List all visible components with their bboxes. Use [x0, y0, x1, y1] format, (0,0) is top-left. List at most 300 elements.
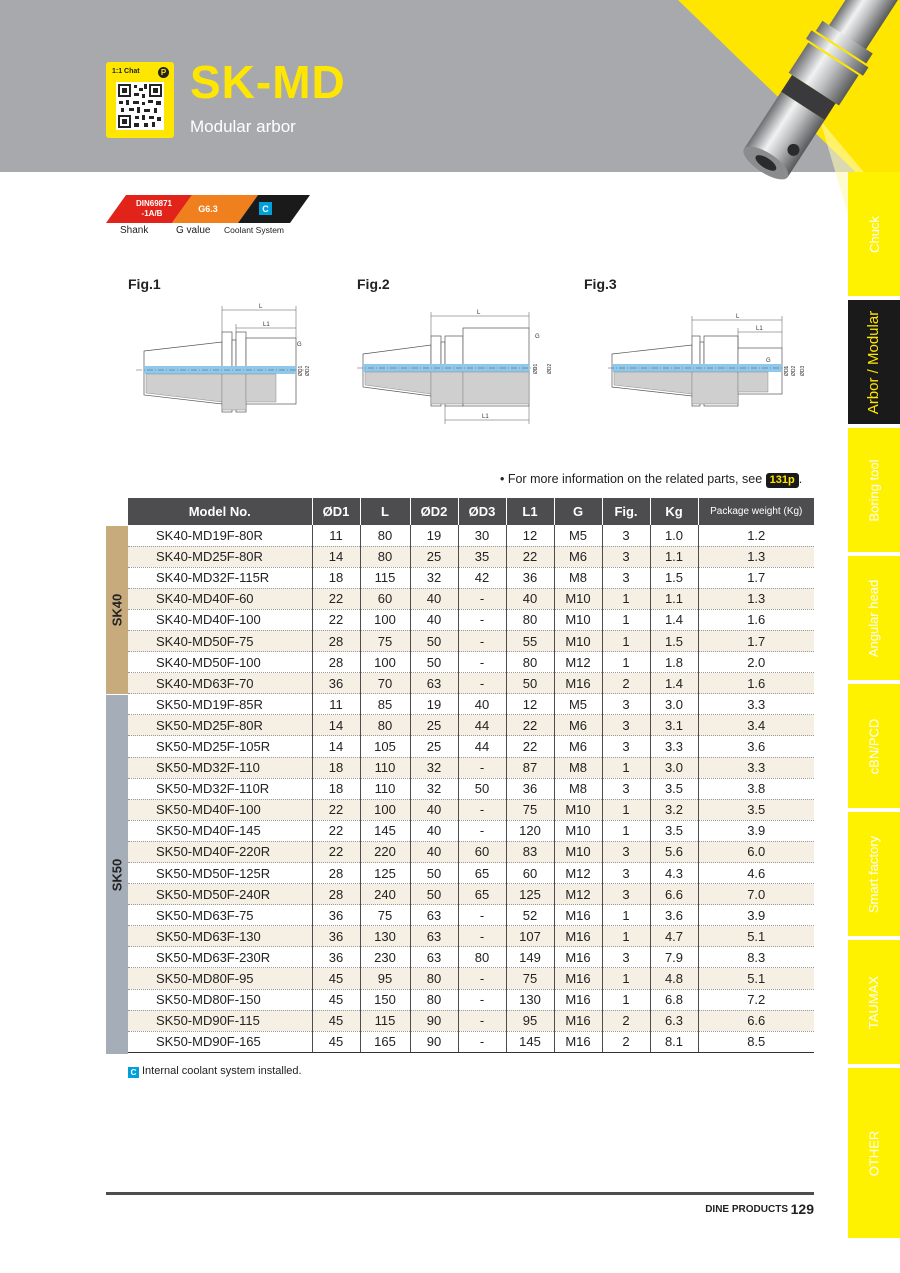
table-cell: 1 [602, 820, 650, 841]
table-cell: 32 [410, 757, 458, 778]
table-row [128, 1010, 814, 1031]
table-cell: - [458, 989, 506, 1010]
table-header-row [128, 498, 814, 525]
table-cell: M10 [554, 609, 602, 630]
fig2-label-d2: ØD2 [547, 363, 553, 374]
table-cell: M10 [554, 820, 602, 841]
table-cell: 8.3 [698, 947, 814, 968]
table-cell: 25 [410, 715, 458, 736]
tab-angular-head[interactable] [848, 556, 900, 680]
badge-shank-code-line2: -1A/B [141, 209, 163, 218]
table-cell: M16 [554, 989, 602, 1010]
qr-code-icon [116, 82, 164, 130]
table-cell: 44 [458, 715, 506, 736]
table-cell: 1.1 [650, 588, 698, 609]
model-number-cell: SK40-MD50F-100 [128, 652, 312, 673]
table-cell: 36 [312, 926, 360, 947]
table-cell: 80 [360, 546, 410, 567]
coolant-footnote-text: Internal coolant system installed. [142, 1065, 302, 1077]
table-cell: 3.5 [698, 799, 814, 820]
fig3-diagram [608, 296, 808, 428]
model-number-cell: SK40-MD40F-100 [128, 609, 312, 630]
table-cell: 6.6 [698, 1010, 814, 1031]
table-cell: 22 [312, 799, 360, 820]
table-cell: 3 [602, 841, 650, 862]
spec-badges [106, 193, 316, 238]
footer-rule [106, 1192, 814, 1195]
table-cell: 80 [458, 947, 506, 968]
badge-coolant-label: Coolant System [224, 225, 284, 235]
col-header-kg: Kg [650, 498, 698, 525]
table-cell: 1 [602, 757, 650, 778]
table-cell: 80 [360, 525, 410, 546]
table-row [128, 715, 814, 736]
table-cell: 22 [312, 841, 360, 862]
table-cell: M10 [554, 799, 602, 820]
table-cell: 7.2 [698, 989, 814, 1010]
table-cell: 2 [602, 1031, 650, 1052]
table-cell: 125 [360, 863, 410, 884]
table-cell: 3.3 [698, 694, 814, 715]
model-number-cell: SK50-MD80F-95 [128, 968, 312, 989]
table-cell: - [458, 905, 506, 926]
table-cell: 28 [312, 863, 360, 884]
table-cell: 3.3 [650, 736, 698, 757]
table-row [128, 757, 814, 778]
fig3-label-l: L [736, 314, 740, 320]
table-cell: 7.0 [698, 884, 814, 905]
table-cell: 22 [312, 820, 360, 841]
table-cell: 6.0 [698, 841, 814, 862]
table-cell: 45 [312, 989, 360, 1010]
tab-smart-factory[interactable] [848, 812, 900, 936]
table-cell: 35 [458, 546, 506, 567]
badge-g-label: G value [176, 225, 211, 236]
tab-arbor-modular-label: Arbor / Modular [865, 310, 883, 414]
tab-cbn-pcd-label: cBN/PCD [866, 718, 882, 774]
table-cell: 36 [312, 673, 360, 694]
table-cell: - [458, 652, 506, 673]
table-cell: 50 [410, 863, 458, 884]
table-cell: 100 [360, 609, 410, 630]
related-parts-text: • For more information on the related parts, see [500, 472, 763, 486]
table-row [128, 968, 814, 989]
table-cell: 25 [410, 736, 458, 757]
spec-table [128, 498, 814, 1053]
fig3-title: Fig.3 [584, 276, 617, 292]
table-cell: M16 [554, 673, 602, 694]
table-cell: 120 [506, 820, 554, 841]
table-row [128, 736, 814, 757]
table-cell: 7.9 [650, 947, 698, 968]
tab-boring-tool[interactable] [848, 428, 900, 552]
table-cell: 2.0 [698, 652, 814, 673]
table-cell: M16 [554, 1031, 602, 1052]
table-cell: 3.1 [650, 715, 698, 736]
table-cell: 22 [312, 609, 360, 630]
table-cell: M10 [554, 588, 602, 609]
badge-g-value: G6.3 [198, 204, 218, 214]
table-cell: 95 [506, 1010, 554, 1031]
col-header-l: L [360, 498, 410, 525]
fig1-label-g: G [297, 342, 302, 348]
table-cell: 6.3 [650, 1010, 698, 1031]
table-cell: 18 [312, 757, 360, 778]
table-cell: 30 [458, 525, 506, 546]
fig2-label-l: L [477, 310, 481, 316]
table-cell: 80 [410, 989, 458, 1010]
table-cell: 1.0 [650, 525, 698, 546]
model-number-cell: SK50-MD32F-110 [128, 757, 312, 778]
page-number: 129 [790, 1201, 814, 1217]
table-cell: 3 [602, 778, 650, 799]
table-cell: 18 [312, 778, 360, 799]
table-cell: 40 [506, 588, 554, 609]
fig1-diagram [126, 296, 326, 428]
table-cell: 25 [410, 546, 458, 567]
table-cell: 5.1 [698, 968, 814, 989]
table-cell: M16 [554, 947, 602, 968]
table-cell: 2 [602, 1010, 650, 1031]
fig1-label-l: L [259, 304, 263, 310]
table-cell: 1.4 [650, 609, 698, 630]
table-cell: 36 [312, 905, 360, 926]
table-cell: 80 [360, 715, 410, 736]
fig3-label-g: G [766, 358, 771, 364]
table-row [128, 841, 814, 862]
table-cell: 50 [506, 673, 554, 694]
table-cell: M10 [554, 841, 602, 862]
col-header-model: Model No. [128, 498, 312, 525]
fig1-title: Fig.1 [128, 276, 161, 292]
tab-other-label: OTHER [866, 1130, 882, 1176]
table-cell: 40 [410, 820, 458, 841]
fig2-label-d1: ØD1 [533, 363, 539, 374]
table-cell: 4.8 [650, 968, 698, 989]
table-cell: 6.6 [650, 884, 698, 905]
col-header-d2: ØD2 [410, 498, 458, 525]
table-row [128, 609, 814, 630]
table-cell: 1.7 [698, 630, 814, 651]
tab-arbor-modular[interactable] [848, 300, 900, 424]
group-label-sk50: SK50 [109, 858, 125, 891]
table-cell: - [458, 1031, 506, 1052]
qr-chat-box[interactable] [106, 62, 174, 138]
table-cell: 95 [360, 968, 410, 989]
table-cell: M8 [554, 778, 602, 799]
table-cell: 1.6 [698, 673, 814, 694]
table-cell: 1 [602, 926, 650, 947]
table-cell: 42 [458, 567, 506, 588]
table-cell: 3.2 [650, 799, 698, 820]
table-cell: 240 [360, 884, 410, 905]
table-row [128, 652, 814, 673]
badge-coolant-code: C [262, 204, 269, 214]
table-cell: 60 [506, 863, 554, 884]
table-cell: M16 [554, 1010, 602, 1031]
table-cell: 83 [506, 841, 554, 862]
table-row [128, 694, 814, 715]
table-cell: M12 [554, 884, 602, 905]
table-cell: 1 [602, 799, 650, 820]
table-cell: - [458, 673, 506, 694]
table-cell: 145 [506, 1031, 554, 1052]
table-cell: 1.1 [650, 546, 698, 567]
table-cell: 1 [602, 905, 650, 926]
fig2-diagram [355, 296, 555, 428]
table-cell: 1.2 [698, 525, 814, 546]
table-cell: M8 [554, 567, 602, 588]
table-cell: 130 [506, 989, 554, 1010]
table-cell: 3 [602, 863, 650, 884]
table-cell: 28 [312, 884, 360, 905]
col-header-d1: ØD1 [312, 498, 360, 525]
table-cell: 63 [410, 947, 458, 968]
tab-cbn-pcd[interactable] [848, 684, 900, 808]
table-cell: 63 [410, 673, 458, 694]
table-cell: 4.7 [650, 926, 698, 947]
model-number-cell: SK50-MD19F-85R [128, 694, 312, 715]
table-cell: 55 [506, 630, 554, 651]
table-cell: 100 [360, 652, 410, 673]
table-cell: 110 [360, 757, 410, 778]
table-cell: 22 [506, 546, 554, 567]
table-cell: M12 [554, 652, 602, 673]
table-cell: 60 [458, 841, 506, 862]
table-cell: 3.3 [698, 757, 814, 778]
table-cell: 1 [602, 989, 650, 1010]
col-header-d3: ØD3 [458, 498, 506, 525]
table-cell: 3 [602, 736, 650, 757]
group-label-sk40: SK40 [109, 593, 125, 627]
table-cell: 3 [602, 694, 650, 715]
model-number-cell: SK50-MD40F-145 [128, 820, 312, 841]
table-cell: 90 [410, 1010, 458, 1031]
table-cell: 3 [602, 884, 650, 905]
model-number-cell: SK50-MD90F-115 [128, 1010, 312, 1031]
table-cell: 40 [410, 609, 458, 630]
table-cell: 87 [506, 757, 554, 778]
table-cell: 125 [506, 884, 554, 905]
table-cell: 100 [360, 799, 410, 820]
table-cell: 11 [312, 525, 360, 546]
table-cell: 12 [506, 694, 554, 715]
badge-shank-label: Shank [120, 225, 149, 236]
table-cell: 63 [410, 926, 458, 947]
table-cell: 22 [506, 715, 554, 736]
table-cell: 19 [410, 525, 458, 546]
table-cell: 1.6 [698, 609, 814, 630]
table-cell: 52 [506, 905, 554, 926]
related-parts-note [500, 472, 802, 488]
table-cell: 63 [410, 905, 458, 926]
fig1-label-d1: ØD1 [298, 365, 304, 376]
model-number-cell: SK40-MD40F-60 [128, 588, 312, 609]
table-cell: 3.6 [698, 736, 814, 757]
badge-shank-code-line1: DIN69871 [135, 199, 173, 208]
table-cell: 80 [506, 609, 554, 630]
model-number-cell: SK40-MD50F-75 [128, 630, 312, 651]
table-cell: 107 [506, 926, 554, 947]
table-cell: 3 [602, 546, 650, 567]
page-reference-link[interactable]: 131p [766, 473, 799, 488]
table-cell: 5.6 [650, 841, 698, 862]
table-cell: 1 [602, 630, 650, 651]
fig2-title: Fig.2 [357, 276, 390, 292]
table-cell: 3.0 [650, 694, 698, 715]
page-subtitle: Modular arbor [190, 117, 296, 136]
model-number-cell: SK50-MD50F-240R [128, 884, 312, 905]
table-cell: 6.8 [650, 989, 698, 1010]
col-header-l1: L1 [506, 498, 554, 525]
fig1-label-l1: L1 [263, 322, 270, 328]
table-cell: 50 [458, 778, 506, 799]
table-cell: 11 [312, 694, 360, 715]
table-cell: M12 [554, 863, 602, 884]
col-header-fig: Fig. [602, 498, 650, 525]
table-cell: 70 [360, 673, 410, 694]
table-row [128, 820, 814, 841]
table-cell: 1.5 [650, 630, 698, 651]
table-row [128, 863, 814, 884]
model-number-cell: SK50-MD25F-105R [128, 736, 312, 757]
table-cell: 32 [410, 567, 458, 588]
table-row [128, 1031, 814, 1052]
model-number-cell: SK50-MD80F-150 [128, 989, 312, 1010]
model-number-cell: SK50-MD40F-220R [128, 841, 312, 862]
table-cell: 1 [602, 609, 650, 630]
tab-angular-head-label: Angular head [866, 579, 882, 657]
table-cell: M16 [554, 926, 602, 947]
table-cell: 14 [312, 736, 360, 757]
table-cell: 18 [312, 567, 360, 588]
table-row [128, 588, 814, 609]
fig3-label-l1: L1 [756, 326, 763, 332]
tab-taumax[interactable] [848, 940, 900, 1064]
model-number-cell: SK50-MD50F-125R [128, 863, 312, 884]
table-cell: 14 [312, 715, 360, 736]
table-cell: 40 [410, 799, 458, 820]
table-cell: M6 [554, 715, 602, 736]
table-cell: 130 [360, 926, 410, 947]
table-row [128, 799, 814, 820]
table-cell: 3 [602, 715, 650, 736]
table-cell: 3 [602, 947, 650, 968]
table-cell: 1 [602, 652, 650, 673]
table-cell: 14 [312, 546, 360, 567]
model-number-cell: SK50-MD32F-110R [128, 778, 312, 799]
group-band-sk50 [106, 695, 128, 1054]
model-number-cell: SK40-MD63F-70 [128, 673, 312, 694]
model-number-cell: SK50-MD63F-230R [128, 947, 312, 968]
table-cell: M5 [554, 694, 602, 715]
table-cell: 1.7 [698, 567, 814, 588]
table-cell: M16 [554, 905, 602, 926]
table-cell: M5 [554, 525, 602, 546]
footer-brand: DINE PRODUCTS [705, 1204, 788, 1215]
tab-chuck[interactable] [848, 172, 900, 296]
col-header-package-weight: Package weight (Kg) [698, 498, 814, 525]
table-cell: 1.3 [698, 588, 814, 609]
table-cell: M8 [554, 757, 602, 778]
table-cell: M6 [554, 546, 602, 567]
table-cell: 3.0 [650, 757, 698, 778]
table-cell: 4.3 [650, 863, 698, 884]
table-cell: 60 [360, 588, 410, 609]
table-cell: 3.9 [698, 820, 814, 841]
fig3-label-d1: ØD1 [784, 365, 790, 376]
table-cell: M16 [554, 968, 602, 989]
table-cell: 1.4 [650, 673, 698, 694]
table-row [128, 630, 814, 651]
table-cell: 65 [458, 884, 506, 905]
table-row [128, 926, 814, 947]
model-number-cell: SK50-MD25F-80R [128, 715, 312, 736]
tab-other[interactable] [848, 1068, 900, 1238]
table-cell: 45 [312, 968, 360, 989]
table-cell: 28 [312, 652, 360, 673]
model-number-cell: SK50-MD40F-100 [128, 799, 312, 820]
table-cell: 12 [506, 525, 554, 546]
fig1-label-d2: ØD2 [305, 365, 311, 376]
table-cell: 22 [506, 736, 554, 757]
table-row [128, 567, 814, 588]
table-cell: - [458, 757, 506, 778]
table-cell: 3.4 [698, 715, 814, 736]
model-number-cell: SK50-MD63F-130 [128, 926, 312, 947]
table-cell: 150 [360, 989, 410, 1010]
table-cell: 50 [410, 630, 458, 651]
table-cell: 145 [360, 820, 410, 841]
related-parts-suffix: . [798, 472, 803, 486]
page-title: SK-MD [190, 56, 346, 108]
qr-label: 1:1 Chat [112, 68, 140, 75]
table-cell: 45 [312, 1010, 360, 1031]
table-cell: 3 [602, 525, 650, 546]
table-cell: 80 [410, 968, 458, 989]
fig3-label-d3: ØD3 [800, 365, 806, 376]
table-cell: 1 [602, 588, 650, 609]
table-cell: 230 [360, 947, 410, 968]
table-cell: 36 [506, 778, 554, 799]
table-row [128, 905, 814, 926]
table-row [128, 525, 814, 546]
model-number-cell: SK50-MD90F-165 [128, 1031, 312, 1052]
fig2-label-g: G [535, 334, 540, 340]
table-cell: - [458, 799, 506, 820]
table-cell: 75 [360, 905, 410, 926]
table-cell: 3 [602, 567, 650, 588]
table-cell: 50 [410, 652, 458, 673]
table-cell: - [458, 968, 506, 989]
table-cell: 105 [360, 736, 410, 757]
model-number-cell: SK50-MD63F-75 [128, 905, 312, 926]
table-cell: 65 [458, 863, 506, 884]
table-cell: 45 [312, 1031, 360, 1052]
tab-smart-factory-label: Smart factory [866, 835, 882, 913]
tab-boring-tool-label: Boring tool [866, 458, 882, 522]
table-body [128, 525, 814, 1052]
table-cell: 36 [506, 567, 554, 588]
table-cell: 3.5 [650, 820, 698, 841]
table-cell: 90 [410, 1031, 458, 1052]
table-cell: 115 [360, 567, 410, 588]
table-cell: 2 [602, 673, 650, 694]
table-cell: 50 [410, 884, 458, 905]
table-cell: 36 [312, 947, 360, 968]
table-cell: 19 [410, 694, 458, 715]
table-cell: 5.1 [698, 926, 814, 947]
